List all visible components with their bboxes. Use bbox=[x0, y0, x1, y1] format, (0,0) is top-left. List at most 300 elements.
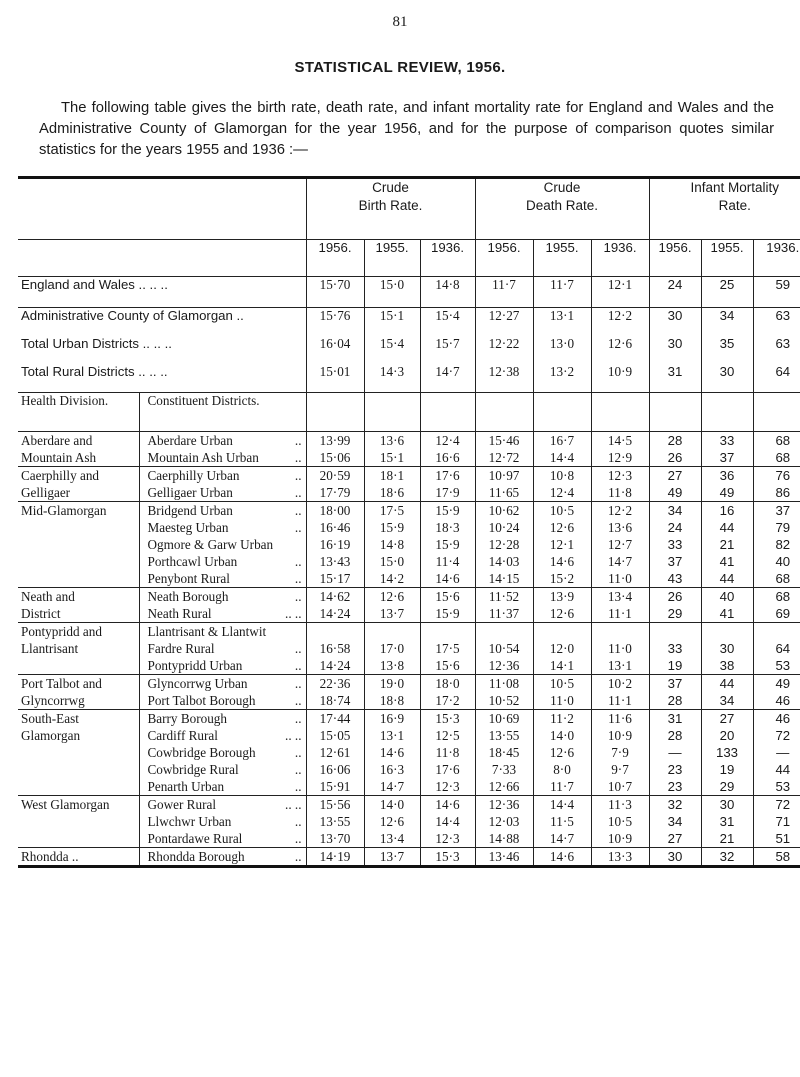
division-header-label: Health Division. bbox=[21, 393, 109, 408]
value: 13·6 bbox=[379, 433, 405, 448]
value: 12·1 bbox=[607, 277, 633, 292]
leader-dots: .. bbox=[294, 762, 302, 777]
value: 15·9 bbox=[435, 606, 460, 621]
summary-value bbox=[533, 308, 591, 337]
leader-dots: .. bbox=[232, 308, 244, 323]
value: 26 bbox=[667, 589, 683, 604]
year-label: 1956. bbox=[487, 240, 521, 255]
value: 63 bbox=[775, 336, 791, 351]
year-label: 1936. bbox=[766, 240, 800, 255]
district-name: Pontypridd Urban bbox=[147, 658, 243, 673]
leader-dots: .. .. .. bbox=[138, 336, 172, 351]
group-header bbox=[475, 178, 649, 240]
leader-dots: .. bbox=[294, 503, 302, 518]
value: 14·5 bbox=[607, 433, 633, 448]
value: — bbox=[776, 745, 790, 760]
value: 16·46 bbox=[319, 520, 351, 535]
district-name: Gelligaer Urban bbox=[147, 485, 233, 500]
rate-column bbox=[701, 502, 753, 588]
value: 18·0 bbox=[435, 676, 460, 691]
district-name: Pontardawe Rural bbox=[147, 831, 243, 846]
division-name: Llantrisant bbox=[21, 641, 79, 656]
value: 14·6 bbox=[549, 554, 575, 569]
value: 68 bbox=[775, 450, 791, 465]
leader-dots: .. bbox=[294, 641, 302, 656]
district-name: Maesteg Urban bbox=[147, 520, 229, 535]
health-division bbox=[18, 710, 139, 796]
value: 13·2 bbox=[549, 364, 575, 379]
division-name: Neath and bbox=[21, 589, 75, 604]
value: 15·3 bbox=[435, 849, 460, 864]
year-header bbox=[364, 240, 420, 277]
value: 16 bbox=[719, 503, 735, 518]
value: 16·58 bbox=[319, 641, 351, 656]
value: 59 bbox=[775, 277, 791, 292]
value: 33 bbox=[719, 433, 735, 448]
summary-value bbox=[533, 364, 591, 393]
leader-dots: .. bbox=[294, 468, 302, 483]
value: 37 bbox=[775, 503, 791, 518]
summary-name: Administrative County of Glamorgan bbox=[21, 308, 233, 323]
rate-column bbox=[420, 432, 475, 467]
value: 13·1 bbox=[549, 308, 575, 323]
rate-column bbox=[533, 848, 591, 867]
district-name: Cowbridge Borough bbox=[147, 745, 256, 760]
value: 15·05 bbox=[319, 728, 351, 743]
value: 16·6 bbox=[435, 450, 460, 465]
division-name: District bbox=[21, 606, 61, 621]
rate-column bbox=[420, 848, 475, 867]
value: 16·3 bbox=[379, 762, 405, 777]
rate-column bbox=[591, 623, 649, 675]
value: 12·0 bbox=[549, 641, 575, 656]
value: 15·6 bbox=[435, 658, 460, 673]
summary-value bbox=[753, 336, 800, 364]
district-name: Rhondda Borough bbox=[147, 849, 245, 864]
value: 43 bbox=[667, 571, 683, 586]
value: 11·52 bbox=[488, 589, 520, 604]
summary-value bbox=[701, 308, 753, 337]
value: 10·52 bbox=[488, 693, 520, 708]
rate-column bbox=[475, 710, 533, 796]
blank-cell bbox=[420, 393, 475, 432]
district-name: Fardre Rural bbox=[147, 641, 215, 656]
leader-dots: .. bbox=[294, 589, 302, 604]
value: 9·7 bbox=[611, 762, 629, 777]
rate-column bbox=[701, 796, 753, 848]
value: 82 bbox=[775, 537, 791, 552]
constituent-districts bbox=[139, 623, 306, 675]
header-blank bbox=[18, 178, 306, 240]
value: 12·27 bbox=[488, 308, 520, 323]
value: 14·7 bbox=[549, 831, 575, 846]
value: 37 bbox=[719, 450, 735, 465]
value: 15·6 bbox=[435, 589, 460, 604]
rate-column bbox=[533, 675, 591, 710]
rate-column bbox=[306, 432, 364, 467]
leader-dots: .. bbox=[294, 571, 302, 586]
district-name: Mountain Ash Urban bbox=[147, 450, 259, 465]
leader-dots: .. bbox=[294, 779, 302, 794]
rate-column bbox=[364, 467, 420, 502]
rate-column bbox=[533, 710, 591, 796]
value: 38 bbox=[719, 658, 735, 673]
value: 16·9 bbox=[379, 711, 405, 726]
value: 20·59 bbox=[319, 468, 351, 483]
value: 15·7 bbox=[435, 336, 460, 351]
summary-value bbox=[533, 277, 591, 308]
year-header bbox=[591, 240, 649, 277]
summary-value bbox=[753, 364, 800, 393]
value: 13·4 bbox=[379, 831, 405, 846]
value: 12·36 bbox=[488, 797, 520, 812]
rate-column bbox=[306, 623, 364, 675]
district-name: Port Talbot Borough bbox=[147, 693, 256, 708]
value: 14·0 bbox=[549, 728, 575, 743]
value: 30 bbox=[667, 849, 683, 864]
value: 11·0 bbox=[550, 693, 574, 708]
leader-dots: .. .. .. bbox=[134, 364, 168, 379]
rate-column bbox=[591, 710, 649, 796]
value: 15·4 bbox=[435, 308, 460, 323]
value: 40 bbox=[775, 554, 791, 569]
value: 71 bbox=[775, 814, 791, 829]
district-name: Penybont Rural bbox=[147, 571, 230, 586]
rate-column bbox=[591, 796, 649, 848]
summary-value bbox=[753, 308, 800, 337]
value: 29 bbox=[719, 779, 735, 794]
value: 79 bbox=[775, 520, 791, 535]
rate-column bbox=[420, 623, 475, 675]
health-division bbox=[18, 623, 139, 675]
value: 13·55 bbox=[319, 814, 351, 829]
value: 11·2 bbox=[550, 711, 574, 726]
value: 17·0 bbox=[379, 641, 405, 656]
rate-column bbox=[591, 588, 649, 623]
rate-column bbox=[475, 467, 533, 502]
value: 12·66 bbox=[488, 779, 520, 794]
district-name: Gower Rural bbox=[147, 797, 216, 812]
value: 16·04 bbox=[319, 336, 351, 351]
value: 12·6 bbox=[379, 589, 405, 604]
value: 53 bbox=[775, 779, 791, 794]
health-division bbox=[18, 502, 139, 588]
value: — bbox=[668, 745, 682, 760]
value: 15·2 bbox=[549, 571, 575, 586]
value: 10·9 bbox=[607, 364, 633, 379]
rate-column bbox=[701, 848, 753, 867]
value: 17·2 bbox=[435, 693, 460, 708]
summary-label bbox=[18, 336, 306, 364]
constituent-districts bbox=[139, 432, 306, 467]
summary-value bbox=[649, 336, 701, 364]
value: 18·74 bbox=[319, 693, 351, 708]
value: 14·1 bbox=[549, 658, 575, 673]
constituent-districts bbox=[139, 710, 306, 796]
value: 68 bbox=[775, 433, 791, 448]
value: 31 bbox=[719, 814, 735, 829]
summary-name: England and Wales bbox=[21, 277, 135, 292]
value: 41 bbox=[719, 554, 735, 569]
rate-column bbox=[364, 588, 420, 623]
value: 14·6 bbox=[549, 849, 575, 864]
value: 12·2 bbox=[607, 308, 633, 323]
year-header bbox=[306, 240, 364, 277]
summary-value bbox=[591, 364, 649, 393]
value: 12·03 bbox=[488, 814, 520, 829]
rate-column bbox=[753, 623, 800, 675]
value: 12·28 bbox=[488, 537, 520, 552]
value: 13·1 bbox=[379, 728, 405, 743]
value: 12·6 bbox=[607, 336, 633, 351]
year-label: 1955. bbox=[545, 240, 579, 255]
value: 53 bbox=[775, 658, 791, 673]
district-name: Caerphilly Urban bbox=[147, 468, 240, 483]
summary-value bbox=[420, 336, 475, 364]
division-name: Glyncorrwg bbox=[21, 693, 85, 708]
value: 27 bbox=[667, 468, 683, 483]
rate-column bbox=[753, 502, 800, 588]
value: 14·24 bbox=[319, 606, 351, 621]
value: 28 bbox=[667, 693, 683, 708]
value: 18·00 bbox=[319, 503, 351, 518]
value: 11·08 bbox=[488, 676, 520, 691]
value: 15·91 bbox=[319, 779, 351, 794]
rate-column bbox=[753, 796, 800, 848]
rate-column bbox=[649, 588, 701, 623]
rate-column bbox=[420, 796, 475, 848]
leader-dots: .. bbox=[294, 485, 302, 500]
summary-value bbox=[306, 336, 364, 364]
value: 15·76 bbox=[319, 308, 351, 323]
rate-column bbox=[649, 796, 701, 848]
value: 76 bbox=[775, 468, 791, 483]
summary-value bbox=[306, 308, 364, 337]
rate-column bbox=[701, 710, 753, 796]
value: 49 bbox=[719, 485, 735, 500]
constituent-districts bbox=[139, 502, 306, 588]
value: 10·62 bbox=[488, 503, 520, 518]
value: 16·7 bbox=[549, 433, 575, 448]
value: 72 bbox=[775, 797, 791, 812]
value: 11·8 bbox=[608, 485, 632, 500]
rate-column bbox=[649, 432, 701, 467]
value: 13·0 bbox=[549, 336, 575, 351]
value: 23 bbox=[667, 779, 683, 794]
value: 11·7 bbox=[550, 277, 574, 292]
health-division bbox=[18, 796, 139, 848]
rate-column bbox=[420, 675, 475, 710]
value: 18·1 bbox=[379, 468, 405, 483]
rate-column bbox=[649, 848, 701, 867]
rate-column bbox=[591, 502, 649, 588]
constituent-districts bbox=[139, 588, 306, 623]
district-name: Cowbridge Rural bbox=[147, 762, 239, 777]
value: 25 bbox=[719, 277, 735, 292]
rate-column bbox=[591, 848, 649, 867]
group-header-line: Infant Mortality bbox=[690, 180, 780, 195]
summary-value bbox=[364, 308, 420, 337]
year-header bbox=[533, 240, 591, 277]
district-name: Neath Borough bbox=[147, 589, 229, 604]
group-header-line: Death Rate. bbox=[525, 198, 599, 213]
rate-column bbox=[591, 675, 649, 710]
value: 34 bbox=[719, 308, 735, 323]
rate-column bbox=[364, 675, 420, 710]
value: 10·9 bbox=[607, 831, 633, 846]
rate-column bbox=[649, 675, 701, 710]
value: 13·70 bbox=[319, 831, 351, 846]
rate-column bbox=[701, 432, 753, 467]
rate-column bbox=[475, 848, 533, 867]
value: 13·43 bbox=[319, 554, 351, 569]
year-label: 1955. bbox=[375, 240, 409, 255]
value: 58 bbox=[775, 849, 791, 864]
value: 20 bbox=[719, 728, 735, 743]
value: 14·19 bbox=[319, 849, 351, 864]
value: 12·4 bbox=[549, 485, 575, 500]
leader-dots: .. .. bbox=[285, 728, 302, 743]
value: 11·0 bbox=[608, 641, 632, 656]
value: 13·99 bbox=[319, 433, 351, 448]
value: 12·3 bbox=[435, 779, 460, 794]
year-header bbox=[649, 240, 701, 277]
rate-column bbox=[649, 710, 701, 796]
value: 12·1 bbox=[549, 537, 575, 552]
value: 14·24 bbox=[319, 658, 351, 673]
summary-value bbox=[591, 308, 649, 337]
value: 86 bbox=[775, 485, 791, 500]
rate-column bbox=[533, 796, 591, 848]
division-name: Mid-Glamorgan bbox=[21, 503, 107, 518]
district-name: Llantrisant & Llantwit bbox=[147, 624, 267, 639]
rate-column bbox=[701, 623, 753, 675]
group-header-line: Crude bbox=[543, 180, 581, 195]
health-division bbox=[18, 467, 139, 502]
rate-column bbox=[753, 467, 800, 502]
value: 10·24 bbox=[488, 520, 520, 535]
value: 11·37 bbox=[488, 606, 520, 621]
value: 24 bbox=[667, 520, 683, 535]
blank-cell bbox=[306, 393, 364, 432]
summary-value bbox=[420, 277, 475, 308]
value: 15·1 bbox=[379, 450, 405, 465]
value: 13·7 bbox=[379, 849, 405, 864]
value: 19 bbox=[719, 762, 735, 777]
district-name: Bridgend Urban bbox=[147, 503, 233, 518]
value: 32 bbox=[667, 797, 683, 812]
value: 14·4 bbox=[549, 450, 575, 465]
group-header-line: Crude bbox=[372, 180, 409, 195]
value: 44 bbox=[775, 762, 791, 777]
value: 14·7 bbox=[607, 554, 633, 569]
division-name: Mountain Ash bbox=[21, 450, 97, 465]
rate-column bbox=[306, 588, 364, 623]
constituent-districts bbox=[139, 848, 306, 867]
value: 15·4 bbox=[379, 336, 405, 351]
value: 41 bbox=[719, 606, 735, 621]
value: 11·1 bbox=[608, 693, 632, 708]
value: 13·55 bbox=[488, 728, 520, 743]
value: 11·3 bbox=[608, 797, 632, 812]
value: 15·17 bbox=[319, 571, 351, 586]
value: 17·5 bbox=[435, 641, 460, 656]
leader-dots: .. bbox=[294, 831, 302, 846]
value: 15·46 bbox=[488, 433, 520, 448]
value: 14·4 bbox=[435, 814, 460, 829]
value: 28 bbox=[667, 433, 683, 448]
value: 7·9 bbox=[611, 745, 629, 760]
leader-dots: .. bbox=[294, 814, 302, 829]
value: 15·9 bbox=[435, 503, 460, 518]
value: 15·56 bbox=[319, 797, 351, 812]
year-header bbox=[420, 240, 475, 277]
value: 10·2 bbox=[607, 676, 633, 691]
summary-value bbox=[364, 336, 420, 364]
leader-dots: .. bbox=[294, 676, 302, 691]
district-header-label: Constituent Districts. bbox=[147, 393, 260, 408]
value: 12·5 bbox=[435, 728, 460, 743]
health-division bbox=[18, 675, 139, 710]
group-header-line: Rate. bbox=[718, 198, 751, 213]
group-header-line: Birth Rate. bbox=[358, 198, 423, 213]
year-header bbox=[475, 240, 533, 277]
rate-column bbox=[475, 588, 533, 623]
value: 10·5 bbox=[607, 814, 633, 829]
division-name: West Glamorgan bbox=[21, 797, 110, 812]
value: 68 bbox=[775, 589, 791, 604]
division-name: Pontypridd and bbox=[21, 624, 102, 639]
rate-column bbox=[701, 467, 753, 502]
summary-value bbox=[475, 308, 533, 337]
value: 31 bbox=[667, 711, 683, 726]
page-heading: STATISTICAL REVIEW, 1956. bbox=[294, 59, 506, 76]
value: 40 bbox=[719, 589, 735, 604]
value: 13·46 bbox=[488, 849, 520, 864]
leader-dots: .. .. .. bbox=[134, 277, 168, 292]
division-name: Gelligaer bbox=[21, 485, 71, 500]
summary-label bbox=[18, 364, 306, 393]
summary-label bbox=[18, 277, 306, 308]
value: 35 bbox=[719, 336, 735, 351]
year-header bbox=[701, 240, 753, 277]
value: 13·4 bbox=[607, 589, 633, 604]
value: 14·6 bbox=[435, 797, 460, 812]
rate-column bbox=[533, 623, 591, 675]
value: 19 bbox=[667, 658, 683, 673]
rate-column bbox=[420, 588, 475, 623]
value: 30 bbox=[719, 364, 735, 379]
division-name: Glamorgan bbox=[21, 728, 81, 743]
value: 15·3 bbox=[435, 711, 460, 726]
value: 21 bbox=[719, 537, 735, 552]
value: 133 bbox=[716, 745, 739, 760]
value: 11·4 bbox=[435, 554, 460, 569]
value: 13·7 bbox=[379, 606, 405, 621]
value: 16·19 bbox=[319, 537, 351, 552]
summary-value bbox=[475, 364, 533, 393]
summary-value bbox=[649, 308, 701, 337]
value: 72 bbox=[775, 728, 791, 743]
year-header bbox=[753, 240, 800, 277]
value: 27 bbox=[719, 711, 735, 726]
district-name: Barry Borough bbox=[147, 711, 227, 726]
rate-column bbox=[420, 502, 475, 588]
district-name: Cardiff Rural bbox=[147, 728, 218, 743]
value: 15·01 bbox=[319, 364, 351, 379]
value: 34 bbox=[667, 814, 683, 829]
summary-value bbox=[475, 336, 533, 364]
